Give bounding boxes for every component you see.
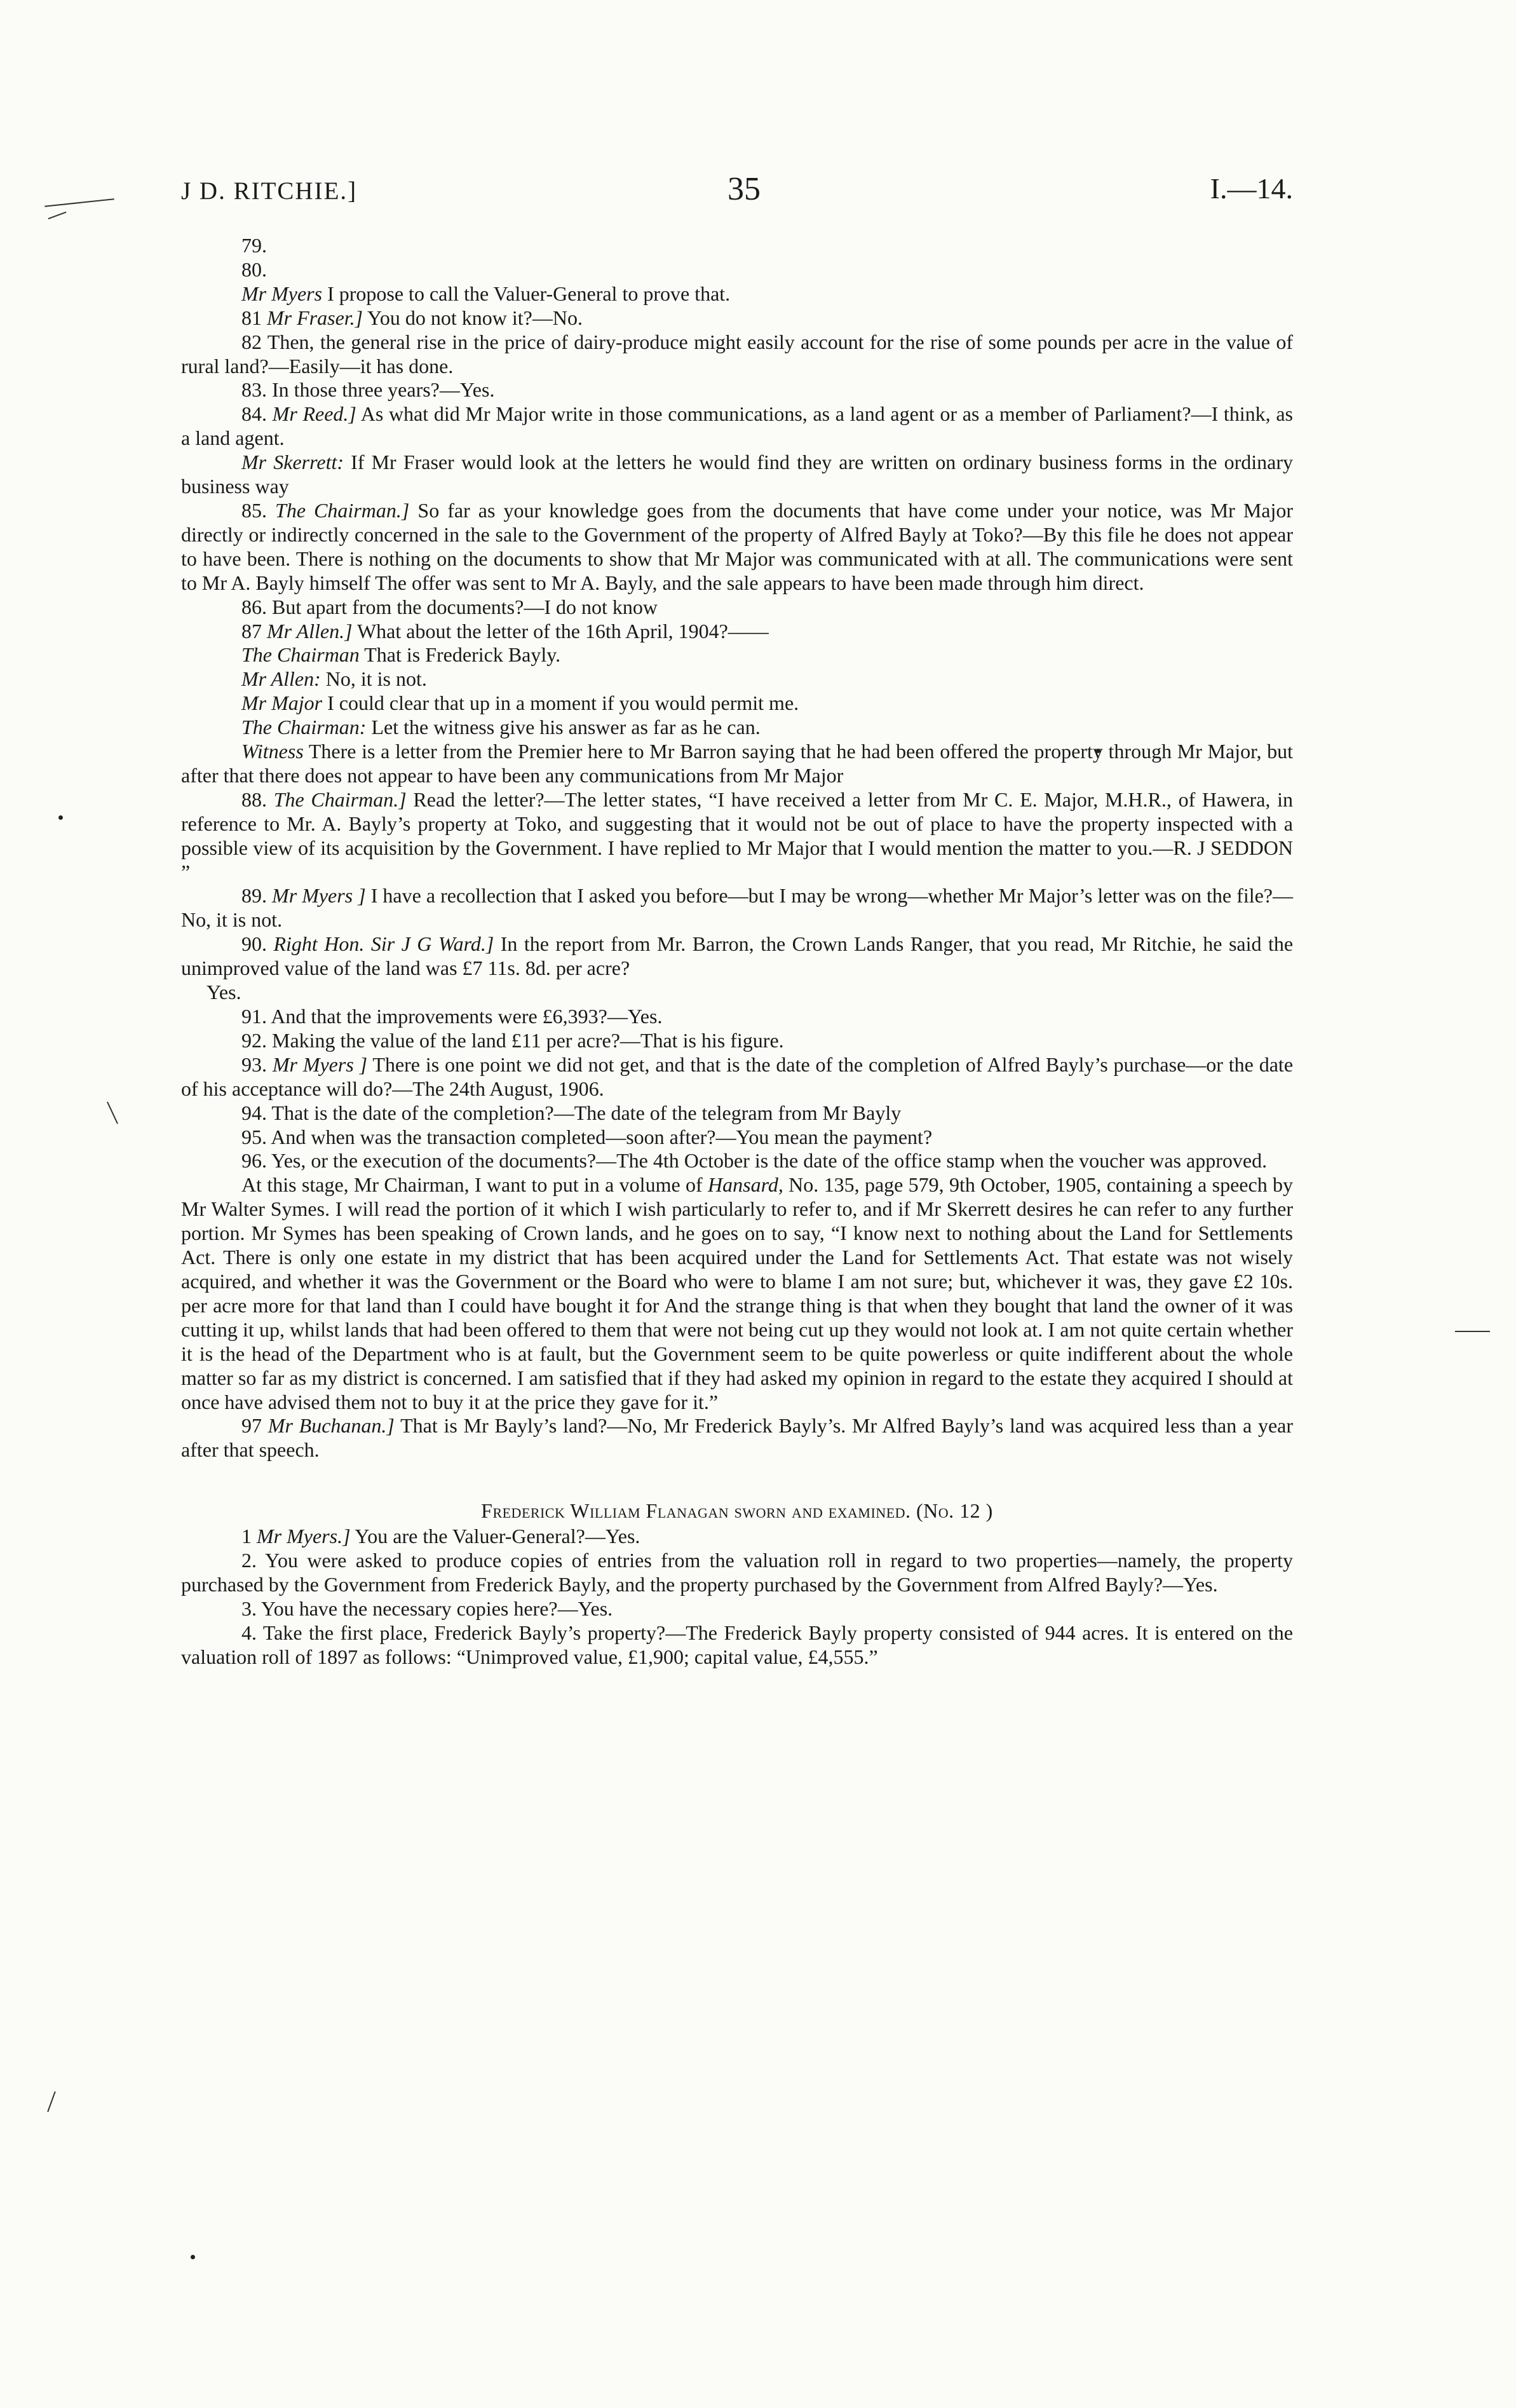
publication-title: Hansard, — [708, 1173, 783, 1197]
paragraph-text: That is Frederick Bayly. — [364, 643, 561, 667]
paragraph-text: There is one point we did not get, and that is the date of the completion of Alfred Bayly’s purchase—or the date of his acceptance will do?—The 24th August, 1906. — [181, 1052, 1294, 1100]
paragraph-text: Read the letter?—The letter states, “I have received a letter from Mr C. E. Major, M.H.R., of Hawera, in reference to Mr. A. Bayly’s property at Toko, and suggesting that it would not be out of place to have the property inspected with a possible view of its acquisition by the Government. I have replied to Mr Major that I would mention the matter to you.—R. J SEDDON ” — [181, 787, 1293, 883]
paragraph-text: In those three years?—Yes. — [272, 378, 495, 402]
transcript-body — [181, 234, 1293, 1670]
question-number: 96. — [241, 1149, 267, 1173]
transcript-paragraph — [181, 1597, 1293, 1621]
paragraph-text: That is the date of the completion?—The date of the telegram from Mr Bayly — [271, 1101, 902, 1124]
question-number: 97 — [241, 1414, 262, 1438]
question-number: 87 — [241, 619, 262, 643]
transcript-paragraph — [181, 667, 1293, 691]
paragraph-text: No. 135, page 579, 9th October, 1905, containing a speech by Mr Walter Symes. I will read the portion of it which I wish particularly to refer to, and if Mr Skerrett desires he can refer to any further portion. Mr Symes has been speaking of Crown lands, and he goes on to say, “I know next to nothing about the Land for Settlements Act. There is only one estate in my district that has been acquired under the Land for Settlements Act. That estate was not wisely acquired, and whether it was the Government or the Board who were to blame I am not sure; but, whichever it was, they gave £2 10s. per acre more for that land than I could have bought it for And the strange thing is that when they bought that land the owner of it was cutting it up, whilst lands that had been offered to them that were not being cut up they would not look at. I am not quite certain whether it is the head of the Department who is at fault, but the Government seem to be quite powerless or quite indifferent about the whole matter so far as my district is concerned. I am satisfied that if they had asked my opinion in regard to the estate they acquired I should at once have advised them not to buy it at the price they gave for it.” — [181, 1173, 1294, 1413]
paragraph-text: No, it is not. — [325, 667, 427, 691]
transcript-paragraph — [181, 595, 1293, 620]
paragraph-text: And when was the transaction completed—soon after?—You mean the payment? — [271, 1125, 933, 1148]
speaker-name: Right Hon. Sir J G Ward.] — [273, 932, 494, 956]
transcript-paragraph — [181, 1549, 1293, 1597]
question-number: 79. — [241, 234, 267, 257]
question-number: 89. — [241, 884, 267, 908]
speaker-separator — [304, 740, 309, 763]
margin-scratch-mark — [1455, 1331, 1490, 1332]
question-number: 80. — [241, 257, 267, 281]
speaker-name: Mr Fraser.] — [267, 306, 363, 329]
paragraph-text: You were asked to produce copies of entries from the valuation roll in regard to two properties—namely, the property purchased by the Government from Frederick Bayly, and the property purchased by the Government from Alfred Bayly?—Yes. — [181, 1549, 1294, 1596]
transcript-paragraph — [181, 981, 1293, 1005]
question-number: 84. — [241, 402, 267, 426]
paragraph-text: If Mr Fraser would look at the letters he would find they are written on ordinary business forms in the ordinary business way — [181, 451, 1294, 498]
transcript-paragraph — [181, 1621, 1293, 1670]
page-number: 35 — [728, 171, 761, 207]
transcript-paragraph — [181, 499, 1293, 595]
question-number: 3. — [241, 1596, 257, 1620]
document-reference: I.—14. — [1210, 172, 1293, 205]
margin-dot — [191, 2255, 195, 2259]
transcript-paragraph — [181, 258, 1293, 282]
question-number: 82 — [241, 330, 262, 353]
paragraph-text: Take the first place, Frederick Bayly’s property?—The Frederick Bayly property consisted of 944 acres. It is entered on the valuation roll of 1897 as follows: “Unimproved value, £1,900; capital value, £4,555.” — [181, 1621, 1294, 1668]
speaker-name: Mr Myers.] — [257, 1525, 351, 1548]
transcript-paragraph — [181, 402, 1293, 451]
speaker-separator — [322, 282, 327, 305]
question-number: 83. — [241, 378, 267, 402]
speaker-separator — [407, 788, 414, 811]
transcript-paragraph — [181, 1029, 1293, 1053]
speaker-name: Mr Reed.] — [272, 402, 356, 426]
speaker-name: Mr Buchanan.] — [267, 1414, 395, 1438]
speaker-name: The Chairman: — [241, 716, 367, 739]
paragraph-text: But apart from the documents?—I do not know — [272, 595, 658, 618]
transcript-paragraph — [181, 1173, 1293, 1414]
speaker-separator — [344, 451, 351, 473]
question-number: 91. — [241, 1005, 267, 1028]
speaker-name: Mr Skerrett: — [241, 451, 344, 474]
paragraph-text: Making the value of the land £11 per acre?—That is his figure. — [272, 1028, 784, 1052]
paragraph-text: You do not know it?—No. — [367, 306, 583, 329]
speaker-name: The Chairman — [241, 643, 360, 667]
transcript-paragraph — [181, 788, 1293, 885]
speaker-name: Mr Myers ] — [272, 884, 366, 908]
transcript-paragraph — [181, 884, 1293, 932]
paragraph-text: Yes, or the execution of the documents?—The 4th October is the date of the office stamp when the voucher was approved. — [271, 1149, 1268, 1173]
question-number: 4. — [241, 1621, 257, 1644]
speaker-separator — [494, 932, 500, 955]
transcript-paragraph — [181, 1414, 1293, 1462]
paragraph-text: Then, the general rise in the price of dairy-produce might easily account for the rise of some pounds per acre in the value of rural land?—Easily—it has done. — [181, 330, 1294, 378]
transcript-paragraph — [181, 282, 1293, 306]
question-number: 92. — [241, 1028, 267, 1052]
speaker-name: Witness — [241, 740, 304, 763]
transcript-paragraph — [181, 378, 1293, 402]
speaker-separator — [356, 402, 361, 425]
transcript-paragraph — [181, 330, 1293, 379]
paragraph-text: As what did Mr Major write in those communications, as a land agent or as a member of Parliament?—I think, as a land agent. — [181, 402, 1294, 450]
page-header — [181, 170, 1293, 221]
transcript-paragraph — [181, 451, 1293, 499]
paragraph-text: In the report from Mr. Barron, the Crown Lands Ranger, that you read, Mr Ritchie, he said the unimproved value of the land was £7 11s. 8d. per acre? — [181, 932, 1294, 980]
transcript-paragraph — [181, 691, 1293, 716]
question-number: 86. — [241, 595, 267, 618]
margin-scratch-mark — [44, 198, 114, 207]
speaker-separator — [321, 667, 326, 690]
transcript-paragraph — [181, 1525, 1293, 1549]
transcript-paragraph — [181, 1149, 1293, 1173]
speaker-separator — [353, 620, 357, 643]
speaker-name: Mr Myers — [241, 282, 323, 305]
transcript-paragraph — [181, 306, 1293, 330]
question-number: 94. — [241, 1101, 267, 1124]
speaker-separator — [322, 691, 327, 714]
paragraph-text: What about the letter of the 16th April, 1904?—— — [356, 619, 769, 643]
transcript-paragraph — [181, 1053, 1293, 1101]
answer-text: Yes. — [206, 981, 241, 1004]
paragraph-text: I have a recollection that I asked you before—but I may be wrong—whether Mr Major’s letter was on the file?—No, it is not. — [181, 884, 1294, 932]
speaker-name: Mr Myers ] — [272, 1052, 368, 1076]
margin-dot — [58, 815, 63, 820]
transcript-paragraph — [181, 1101, 1293, 1126]
speaker-separator — [409, 499, 417, 522]
speaker-name: The Chairman.] — [275, 498, 410, 522]
speaker-name: Mr Major — [241, 691, 323, 715]
transcript-paragraph — [181, 1005, 1293, 1029]
witness-section-heading: Frederick William Flanagan sworn and examined. (No. 12 ) — [481, 1499, 993, 1523]
paragraph-text: So far as your knowledge goes from the documents that have come under your notice, was Mr Major directly or indirectly concerned in the sale to the Government of the property of Alfred Bayly at Toko?—By this file he does not appear to have been. There is nothing on the documents to show that Mr Major was communicated with at all. The communications were sent to Mr A. Bayly himself The offer was sent to Mr A. Bayly, and the sale appears to have been made through him direct. — [181, 498, 1294, 594]
question-number: 2. — [241, 1549, 257, 1572]
paragraph-text: You have the necessary copies here?—Yes. — [261, 1596, 613, 1620]
header-witness-name: J D. RITCHIE.] — [181, 177, 358, 205]
question-number: 1 — [241, 1525, 252, 1548]
transcript-paragraph — [181, 643, 1293, 667]
speaker-separator — [363, 306, 367, 329]
transcript-paragraph — [181, 1126, 1293, 1150]
speaker-name: Mr Allen.] — [267, 619, 353, 643]
paragraph-text: There is a letter from the Premier here to Mr Barron saying that he had been offered the property through Mr Major, but after that there does not appear to have been any communications from Mr Major — [181, 740, 1294, 787]
speaker-name: Mr Allen: — [241, 667, 321, 691]
question-number: 93. — [241, 1052, 267, 1076]
speaker-separator — [395, 1414, 400, 1437]
margin-scratch-mark — [47, 2092, 56, 2112]
transcript-paragraph — [181, 234, 1293, 258]
transcript-paragraph — [181, 716, 1293, 740]
speaker-separator — [366, 884, 371, 907]
paragraph-text: Let the witness give his answer as far as he can. — [371, 716, 761, 739]
paragraph-text: I could clear that up in a moment if you would permit me. — [327, 691, 799, 715]
paragraph-text: And that the improvements were £6,393?—Yes. — [271, 1005, 663, 1028]
transcript-paragraph — [181, 620, 1293, 644]
question-number: 90. — [241, 932, 267, 956]
question-number: 95. — [241, 1125, 267, 1148]
transcript-paragraph — [181, 740, 1293, 788]
margin-scratch-mark — [107, 1101, 118, 1124]
paragraph-text: I propose to call the Valuer-General to prove that. — [327, 282, 731, 305]
paragraph-text: You are the Valuer-General?—Yes. — [355, 1525, 640, 1548]
paragraph-text: At this stage, Mr Chairman, I want to put in a volume of — [241, 1173, 703, 1197]
question-number: 81 — [241, 306, 262, 329]
transcript-paragraph — [181, 932, 1293, 981]
question-number: 88. — [241, 787, 267, 811]
paragraph-text: That is Mr Bayly’s land?—No, Mr Frederick Bayly’s. Mr Alfred Bayly’s land was acquired less than a year after that speech. — [181, 1414, 1294, 1462]
speaker-name: The Chairman.] — [273, 787, 407, 811]
question-number: 85. — [241, 498, 267, 522]
margin-scratch-mark — [48, 212, 67, 219]
